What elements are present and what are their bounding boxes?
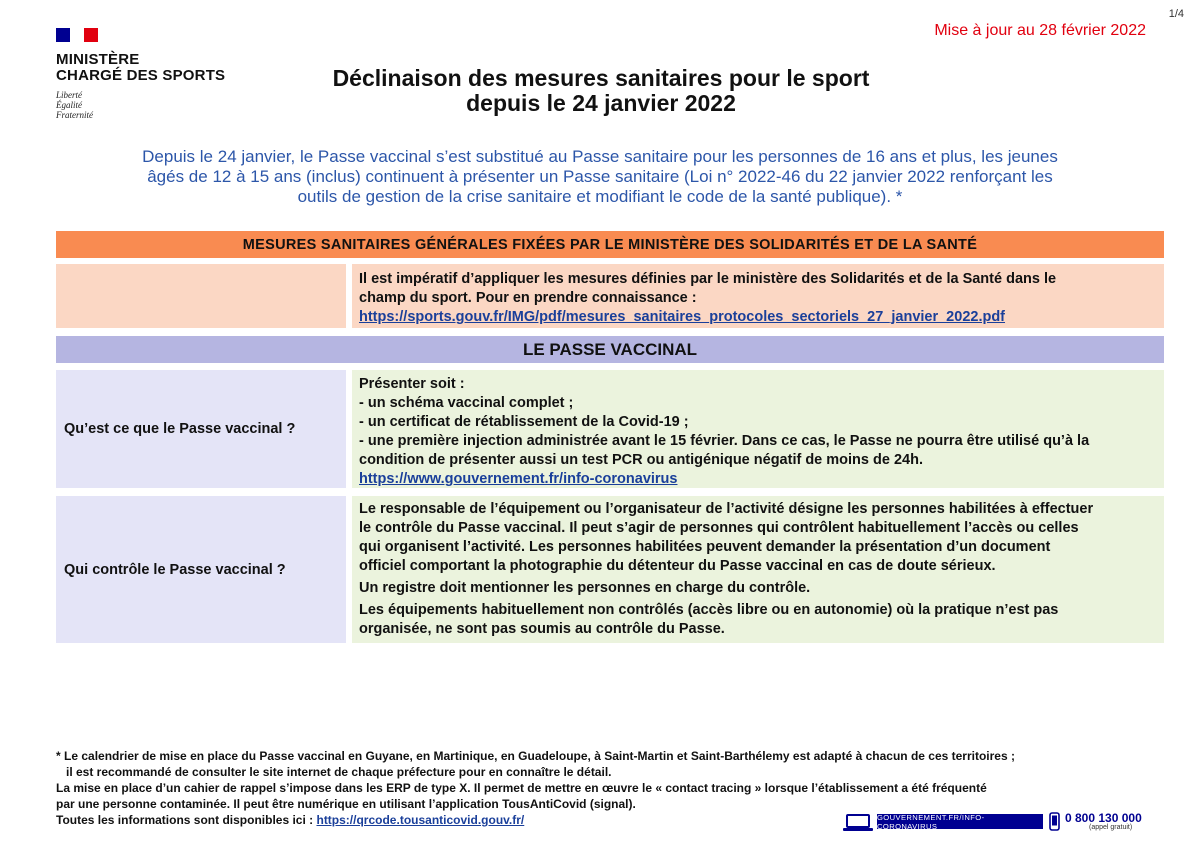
answer2-p1-line-1: Le responsable de l’équipement ou l’organisateur de l’activité désigne les personnes habilitées à effectuer <box>359 501 1094 517</box>
gouvernement-info-link[interactable]: https://www.gouvernement.fr/info-coronavirus <box>359 471 678 487</box>
phone-number: 0 800 130 000 <box>1065 811 1142 825</box>
motto-liberte: Liberté <box>56 90 82 100</box>
footnote-line-2: il est recommandé de consulter le site internet de chaque préfecture pour en connaître le détail. <box>56 765 612 779</box>
title-line-2: depuis le 24 janvier 2022 <box>466 90 736 116</box>
update-date: Mise à jour au 28 février 2022 <box>934 22 1146 39</box>
footnote-line-1: * Le calendrier de mise en place du Passe vaccinal en Guyane, en Martinique, en Guadeloupe, à Saint-Martin et Saint-Barthélemy est adapté à chacun de ces territoires ; <box>56 749 1015 763</box>
answer1-line-4: - une première injection administrée avant le 15 février. Dans ce cas, le Passe ne pourra être utilisé qu’à la <box>359 433 1090 449</box>
answer-what-is-pass <box>352 370 1164 488</box>
answer2-p3-line-1: Les équipements habituellement non contrôlés (accès libre ou en autonomie) où la pratique n’est pas <box>359 602 1059 618</box>
page-number: 1/4 <box>1168 8 1184 20</box>
intro-line-1: Depuis le 24 janvier, le Passe vaccinal s’est substitué au Passe sanitaire pour les personnes de 16 ans et plus, les jeunes <box>142 147 1058 166</box>
ministry-line-1: MINISTÈRE <box>56 51 140 68</box>
answer1-line-1: Présenter soit : <box>359 376 465 392</box>
motto-fraternite: Fraternité <box>56 110 93 120</box>
answer1-line-2: - un schéma vaccinal complet ; <box>359 395 574 411</box>
general-measures-header: MESURES SANITAIRES GÉNÉRALES FIXÉES PAR LE MINISTÈRE DES SOLIDARITÉS ET DE LA SANTÉ <box>56 231 1164 258</box>
answer2-paragraph-1 <box>359 500 1154 576</box>
general-measures-cell <box>352 264 1164 328</box>
answer2-p1-line-2: le contrôle du Passe vaccinal. Il peut s’agir de personnes qui contrôlent habituellement l’accès ou celles <box>359 520 1079 536</box>
footnote-line-3: La mise en place d’un cahier de rappel s’impose dans les ERP de type X. Il permet de mettre en œuvre le « contact tracing » lorsque l’établissement a été fréquenté <box>56 781 987 795</box>
tousanticovid-link[interactable]: https://qrcode.tousanticovid.gouv.fr/ <box>316 813 525 827</box>
intro-paragraph <box>60 147 1140 207</box>
answer2-paragraph-3 <box>359 601 1154 639</box>
phone-note: (appel gratuit) <box>1089 824 1133 831</box>
footnote-line-4: par une personne contaminée. Il peut être numérique en utilisant l’application TousAntiCovid (signal). <box>56 797 636 811</box>
general-measures-line-1: Il est impératif d’appliquer les mesures définies par le ministère des Solidarités et de la Santé dans le <box>359 271 1057 287</box>
question-what-is-pass-label: Qu’est ce que le Passe vaccinal ? <box>64 421 296 437</box>
answer1-line-5: condition de présenter aussi un test PCR ou antigénique négatif de moins de 24h. <box>359 452 923 468</box>
french-flag-icon <box>56 28 98 42</box>
vaccine-pass-header: LE PASSE VACCINAL <box>56 336 1164 363</box>
answer2-paragraph-2: Un registre doit mentionner les personnes en charge du contrôle. <box>359 580 811 596</box>
question-who-controls-label: Qui contrôle le Passe vaccinal ? <box>64 561 286 578</box>
answer-who-controls <box>352 496 1164 643</box>
page-title <box>0 66 1202 116</box>
laptop-icon <box>843 814 873 831</box>
question-who-controls <box>56 496 346 643</box>
ministry-line-2: CHARGÉ DES SPORTS <box>56 67 226 84</box>
gov-info-coronavirus-banner[interactable]: GOUVERNEMENT.FR/INFO-CORONAVIRUS <box>877 814 1043 829</box>
question-what-is-pass <box>56 370 346 488</box>
answer2-p1-line-4: officiel comportant la photographie du détenteur du Passe vaccinal en cas de doute sérieux. <box>359 558 996 574</box>
answer2-p1-line-3: qui organisent l’activité. Les personnes habilitées peuvent demander la présentation d’un document <box>359 539 1051 555</box>
answer2-p3-line-2: organisée, ne sont pas soumis au contrôle du Passe. <box>359 621 725 637</box>
motto-egalite: Égalité <box>56 100 82 110</box>
general-measures-line-2: champ du sport. Pour en prendre connaissance : <box>359 290 697 306</box>
general-measures-left-cell <box>56 264 346 328</box>
answer1-line-3: - un certificat de rétablissement de la Covid-19 ; <box>359 414 689 430</box>
protocols-pdf-link[interactable]: https://sports.gouv.fr/IMG/pdf/mesures_sanitaires_protocoles_sectoriels_27_janvier_2022.pdf <box>359 309 1006 325</box>
intro-line-2: âgés de 12 à 15 ans (inclus) continuent à présenter un Passe sanitaire (Loi n° 2022-46 du 22 janvier 2022 renforçant les <box>147 167 1053 186</box>
footnote-info-prefix: Toutes les informations sont disponibles ici : <box>56 813 317 827</box>
intro-line-3: outils de gestion de la crise sanitaire et modifiant le code de la santé publique). * <box>297 187 903 206</box>
title-line-1: Déclinaison des mesures sanitaires pour le sport <box>332 65 870 91</box>
phone-icon <box>1049 812 1060 831</box>
